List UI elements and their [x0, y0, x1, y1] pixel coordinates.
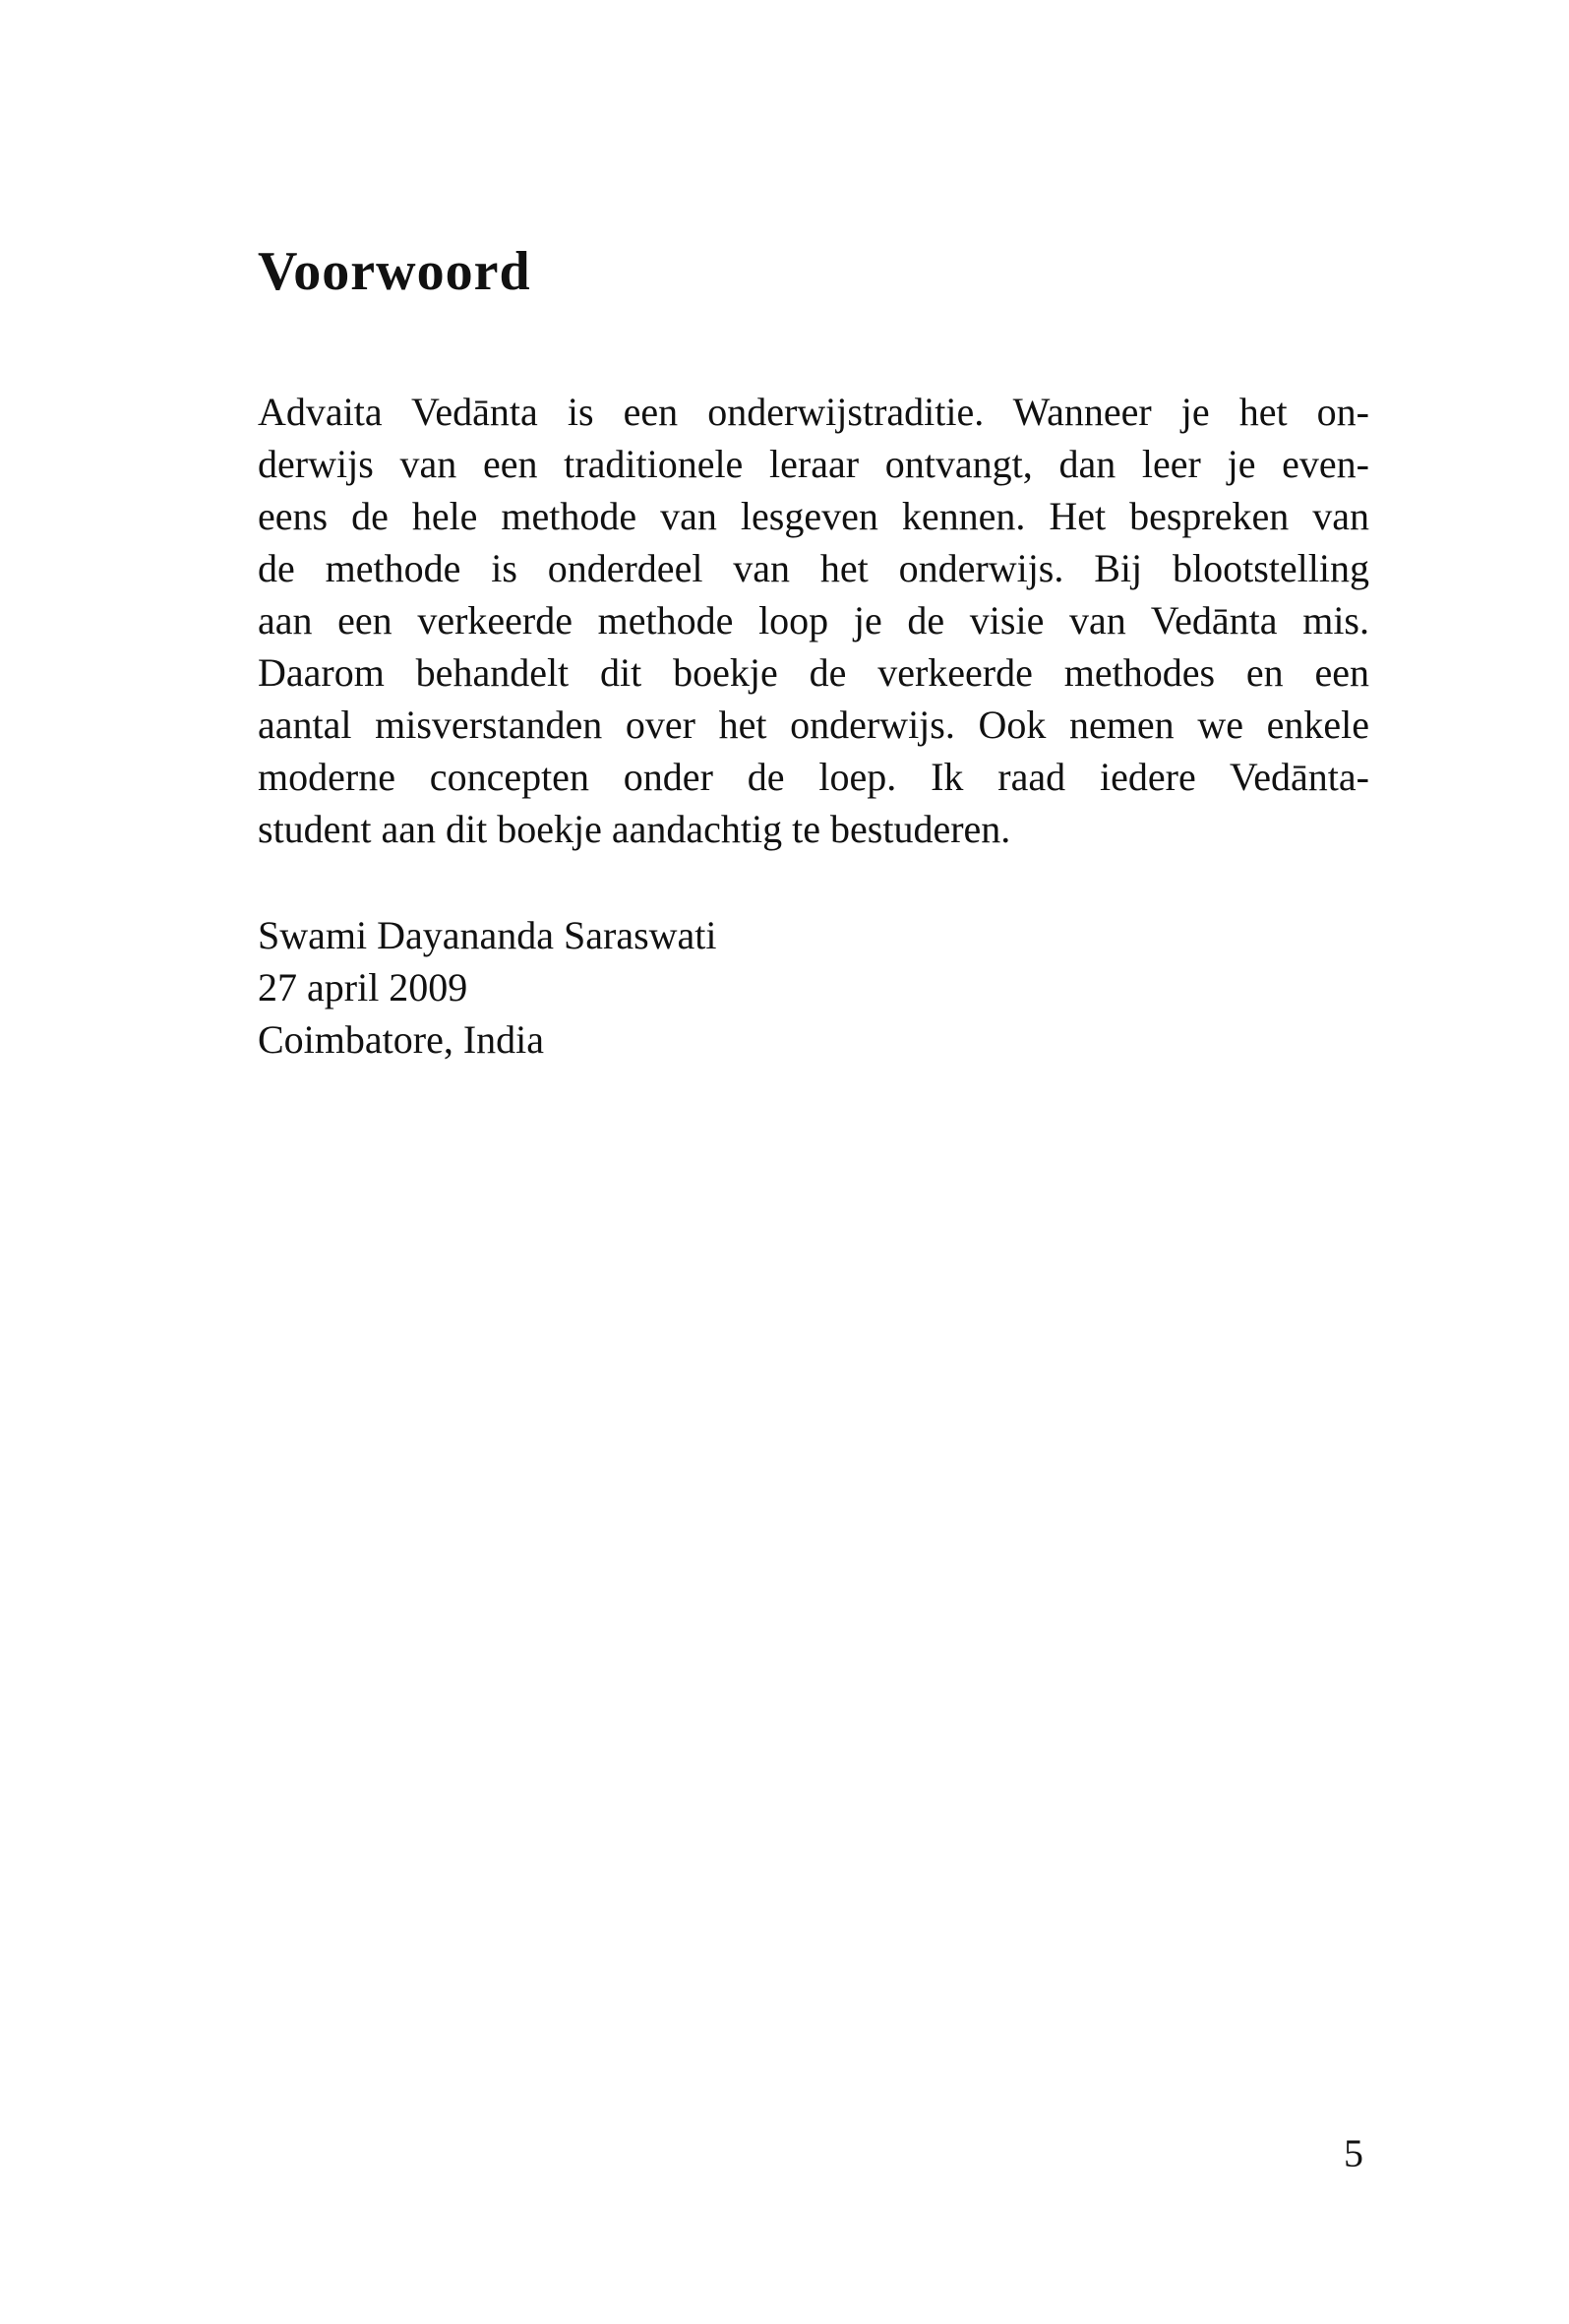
paragraph-line: Advaita Vedānta is een onderwijstraditie. Wanneer je het on- — [258, 390, 1369, 434]
signature-name: Swami Dayananda Saraswati — [258, 913, 717, 957]
paragraph-line: aan een verkeerde methode loop je de visie van Vedānta mis. — [258, 598, 1369, 642]
paragraph-line-last: student aan dit boekje aandachtig te bestuderen. — [258, 807, 1011, 851]
paragraph-line: aantal misverstanden over het onderwijs. Ook nemen we enkele — [258, 703, 1369, 747]
page-number: 5 — [1344, 2131, 1363, 2175]
paragraph-line: moderne concepten onder de loep. Ik raad iedere Vedānta- — [258, 755, 1369, 799]
signature-block — [258, 909, 717, 1066]
signature-date: 27 april 2009 — [258, 965, 468, 1009]
paragraph-line: de methode is onderdeel van het onderwijs. Bij blootstelling — [258, 546, 1369, 590]
paragraph-line: eens de hele methode van lesgeven kennen. Het bespreken van — [258, 494, 1369, 538]
foreword-paragraph — [258, 386, 1369, 855]
page-title: Voorwoord — [258, 241, 531, 302]
paragraph-line: derwijs van een traditionele leraar ontvangt, dan leer je even- — [258, 442, 1369, 486]
paragraph-line: Daarom behandelt dit boekje de verkeerde methodes en een — [258, 650, 1369, 695]
signature-place: Coimbatore, India — [258, 1017, 545, 1062]
